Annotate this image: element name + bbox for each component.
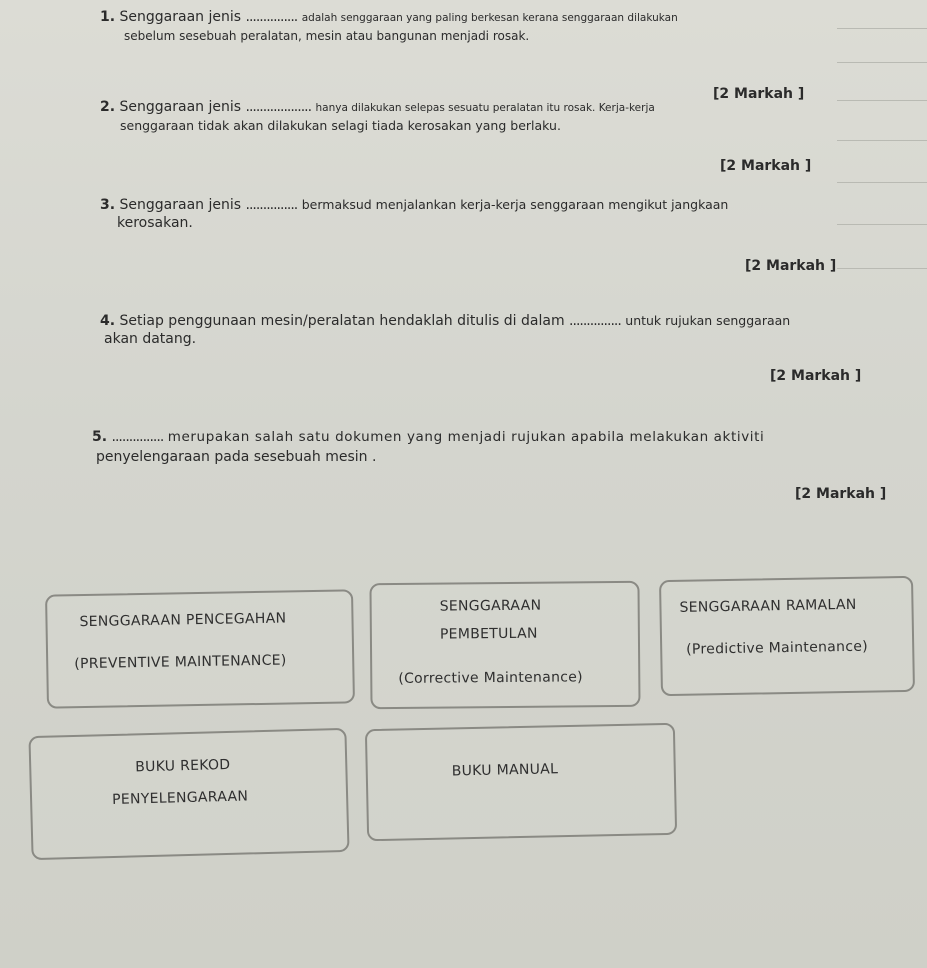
question-number: 1. [100,9,116,25]
mark-label: [2 Markah ] [720,158,812,174]
answer-blank[interactable]: ................... [245,99,312,115]
option-label: (Predictive Maintenance) [686,638,869,658]
option-box-buku-rekod[interactable] [28,728,349,860]
question-5 [92,428,912,466]
question-number: 3. [100,197,116,213]
mark-label: [2 Markah ] [770,368,862,384]
paper-rule [837,62,927,63]
question-text: bermaksud menjalankan kerja-kerja senggaraan mengikut jangkaan [301,197,729,212]
question-1 [100,8,810,45]
question-text: merupakan salah satu dokumen yang menjadi rujukan apabila melakukan aktiviti [167,429,765,445]
question-text: Senggaraan jenis [119,9,242,25]
option-label: (Corrective Maintenance) [398,669,583,687]
answer-blank[interactable]: ............... [111,429,164,445]
question-text: Senggaraan jenis [119,99,242,115]
answer-blank[interactable]: ............... [245,9,298,25]
mark-label: [2 Markah ] [713,86,805,102]
question-number: 5. [92,429,108,445]
question-text: Senggaraan jenis [119,197,242,213]
option-box-pembetulan[interactable] [369,581,640,709]
paper-rule [837,140,927,141]
question-4 [100,312,860,348]
option-box-pencegahan[interactable] [45,589,355,708]
option-box-ramalan[interactable] [659,576,915,696]
paper-rule [837,268,927,269]
question-text: hanya dilakukan selepas sesuatu peralatan itu rosak. Kerja-kerja [315,102,655,114]
question-text: adalah senggaraan yang paling berkesan kerana senggaraan dilakukan [301,12,678,24]
option-label: BUKU REKOD [135,756,231,776]
question-text: Setiap penggunaan mesin/peralatan hendaklah ditulis di dalam [119,313,565,329]
question-text: sebelum sesebuah peralatan, mesin atau bangunan menjadi rosak. [124,29,530,43]
question-text: untuk rujukan senggaraan [625,313,791,328]
question-text: kerosakan. [117,215,193,231]
option-label: BUKU MANUAL [451,761,559,780]
paper-rule [837,224,927,225]
question-text: akan datang. [104,331,197,347]
option-label: PENYELENGARAAN [111,788,249,809]
answer-blank[interactable]: ............... [569,313,621,329]
option-label: (PREVENTIVE MAINTENANCE) [74,652,287,673]
question-number: 2. [100,99,116,115]
question-text: penyelengaraan pada sesebuah mesin . [96,449,377,465]
mark-label: [2 Markah ] [795,486,887,502]
question-3 [100,196,830,232]
paper-rule [837,28,927,29]
mark-label: [2 Markah ] [745,258,837,274]
paper-rule [837,182,927,183]
option-label: SENGGARAAN PENCEGAHAN [79,610,287,631]
option-label: SENGGARAAN [439,597,542,615]
question-text: senggaraan tidak akan dilakukan selagi tiada kerosakan yang berlaku. [120,118,561,133]
question-number: 4. [100,313,116,329]
paper-rule [837,100,927,101]
option-label: SENGGARAAN RAMALAN [679,596,857,616]
answer-blank[interactable]: ............... [245,197,298,213]
option-box-buku-manual[interactable] [365,723,677,841]
question-2 [100,98,820,135]
option-label: PEMBETULAN [439,625,538,643]
